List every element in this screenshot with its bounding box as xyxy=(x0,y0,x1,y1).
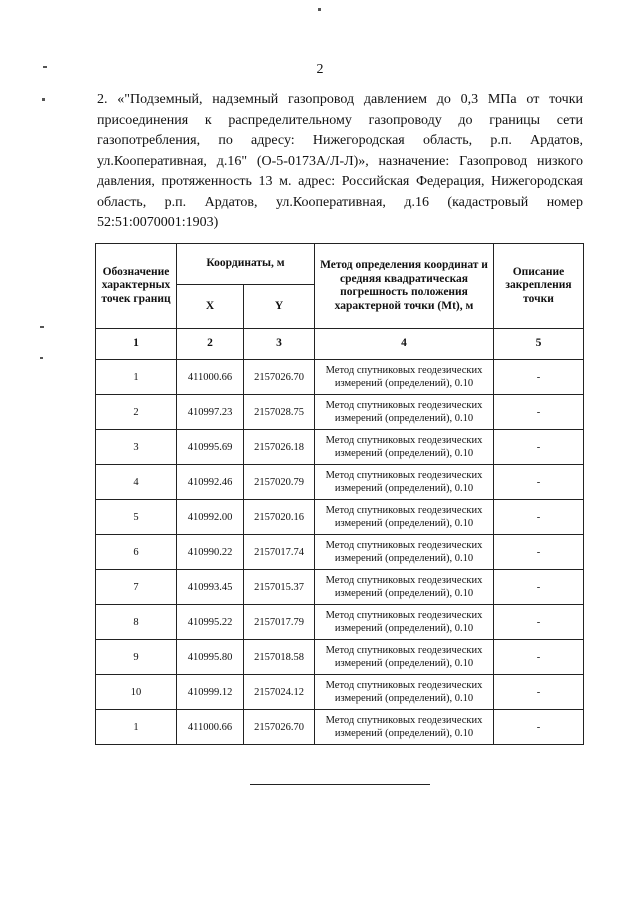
column-number: 3 xyxy=(244,329,315,360)
cell-y: 2157020.16 xyxy=(244,500,315,535)
cell-x: 410997.23 xyxy=(177,395,244,430)
cell-point: 6 xyxy=(96,535,177,570)
cell-x: 410992.46 xyxy=(177,465,244,500)
table-row xyxy=(96,605,584,640)
method-text: Метод спутниковых геодезических измерений (определений), 0.10 xyxy=(325,610,483,634)
cell-point: 4 xyxy=(96,465,177,500)
coordinates-table xyxy=(95,243,584,745)
cell-method xyxy=(315,430,494,465)
cell-x: 410990.22 xyxy=(177,535,244,570)
cell-y: 2157017.74 xyxy=(244,535,315,570)
cell-method xyxy=(315,640,494,675)
column-number: 1 xyxy=(96,329,177,360)
cell-fixing: - xyxy=(494,430,584,465)
column-number: 5 xyxy=(494,329,584,360)
cell-fixing: - xyxy=(494,605,584,640)
table-row xyxy=(96,675,584,710)
cell-x: 410995.69 xyxy=(177,430,244,465)
cell-y: 2157026.70 xyxy=(244,710,315,745)
column-number: 2 xyxy=(177,329,244,360)
cell-method xyxy=(315,710,494,745)
cell-point: 8 xyxy=(96,605,177,640)
cell-fixing: - xyxy=(494,500,584,535)
table-row xyxy=(96,535,584,570)
table-row xyxy=(96,570,584,605)
cell-x: 410999.12 xyxy=(177,675,244,710)
cell-method xyxy=(315,605,494,640)
header-coords: Координаты, м xyxy=(177,244,315,285)
cell-fixing: - xyxy=(494,640,584,675)
cell-y: 2157026.18 xyxy=(244,430,315,465)
cell-method xyxy=(315,535,494,570)
cell-y: 2157015.37 xyxy=(244,570,315,605)
table-row xyxy=(96,360,584,395)
cell-point: 2 xyxy=(96,395,177,430)
column-number: 4 xyxy=(315,329,494,360)
method-text: Метод спутниковых геодезических измерений (определений), 0.10 xyxy=(325,435,483,459)
method-text: Метод спутниковых геодезических измерений (определений), 0.10 xyxy=(325,505,483,529)
method-text: Метод спутниковых геодезических измерений (определений), 0.10 xyxy=(325,715,483,739)
table-row xyxy=(96,710,584,745)
method-text: Метод спутниковых геодезических измерений (определений), 0.10 xyxy=(325,400,483,424)
method-text: Метод спутниковых геодезических измерений (определений), 0.10 xyxy=(325,575,483,599)
table-row xyxy=(96,430,584,465)
cell-method xyxy=(315,570,494,605)
cell-x: 410993.45 xyxy=(177,570,244,605)
table-row xyxy=(96,640,584,675)
cell-fixing: - xyxy=(494,675,584,710)
table-row xyxy=(96,395,584,430)
table-row xyxy=(96,500,584,535)
cell-x: 410995.80 xyxy=(177,640,244,675)
cell-point: 1 xyxy=(96,360,177,395)
cell-y: 2157017.79 xyxy=(244,605,315,640)
cell-x: 411000.66 xyxy=(177,710,244,745)
cell-method xyxy=(315,465,494,500)
cell-point: 9 xyxy=(96,640,177,675)
cell-point: 7 xyxy=(96,570,177,605)
cell-method xyxy=(315,500,494,535)
scan-mark xyxy=(318,8,321,11)
cell-method xyxy=(315,675,494,710)
cell-fixing: - xyxy=(494,535,584,570)
method-text: Метод спутниковых геодезических измерений (определений), 0.10 xyxy=(325,365,483,389)
cell-point: 1 xyxy=(96,710,177,745)
cell-method xyxy=(315,395,494,430)
header-method: Метод определения координат и средняя квадратическая погрешность положения характерной точки (Mt), м xyxy=(315,244,494,329)
method-text: Метод спутниковых геодезических измерений (определений), 0.10 xyxy=(325,680,483,704)
cell-y: 2157018.58 xyxy=(244,640,315,675)
method-text: Метод спутниковых геодезических измерений (определений), 0.10 xyxy=(325,645,483,669)
header-fixing: Описание закрепления точки xyxy=(494,244,584,329)
end-divider xyxy=(250,784,430,785)
cell-point: 3 xyxy=(96,430,177,465)
cell-point: 5 xyxy=(96,500,177,535)
cell-fixing: - xyxy=(494,395,584,430)
header-x: X xyxy=(177,285,244,329)
cell-fixing: - xyxy=(494,360,584,395)
method-text: Метод спутниковых геодезических измерений (определений), 0.10 xyxy=(325,540,483,564)
cell-y: 2157024.12 xyxy=(244,675,315,710)
scan-mark xyxy=(42,98,45,101)
scan-mark xyxy=(40,326,44,328)
table-row xyxy=(96,465,584,500)
object-description: 2. «"Подземный, надземный газопровод давлением до 0,3 МПа от точки присоединения к распределительному газопроводу до границы сети газопотребления, по адресу: Нижегородская область, р.п. Ардатов, ул.Кооперативная, д.16" (О-5-0173А/Л-Л)», назначение: Газопровод низкого давления, протяженность 13 м. адрес: Российская Федерация, Нижегородская область, р.п. Ардатов, ул.Кооперативная, д.16 (кадастровый номер 52:51:0070001:1903) xyxy=(97,92,583,230)
cell-method xyxy=(315,360,494,395)
method-text: Метод спутниковых геодезических измерений (определений), 0.10 xyxy=(325,470,483,494)
cell-fixing: - xyxy=(494,710,584,745)
cell-fixing: - xyxy=(494,465,584,500)
cell-x: 410995.22 xyxy=(177,605,244,640)
page-number: 2 xyxy=(316,62,324,77)
cell-x: 410992.00 xyxy=(177,500,244,535)
cell-y: 2157026.70 xyxy=(244,360,315,395)
cell-x: 411000.66 xyxy=(177,360,244,395)
cell-point: 10 xyxy=(96,675,177,710)
cell-fixing: - xyxy=(494,570,584,605)
scan-mark xyxy=(40,357,43,359)
cell-y: 2157028.75 xyxy=(244,395,315,430)
header-point: Обозначение характерных точек границ xyxy=(96,244,177,329)
header-y: Y xyxy=(244,285,315,329)
cell-y: 2157020.79 xyxy=(244,465,315,500)
